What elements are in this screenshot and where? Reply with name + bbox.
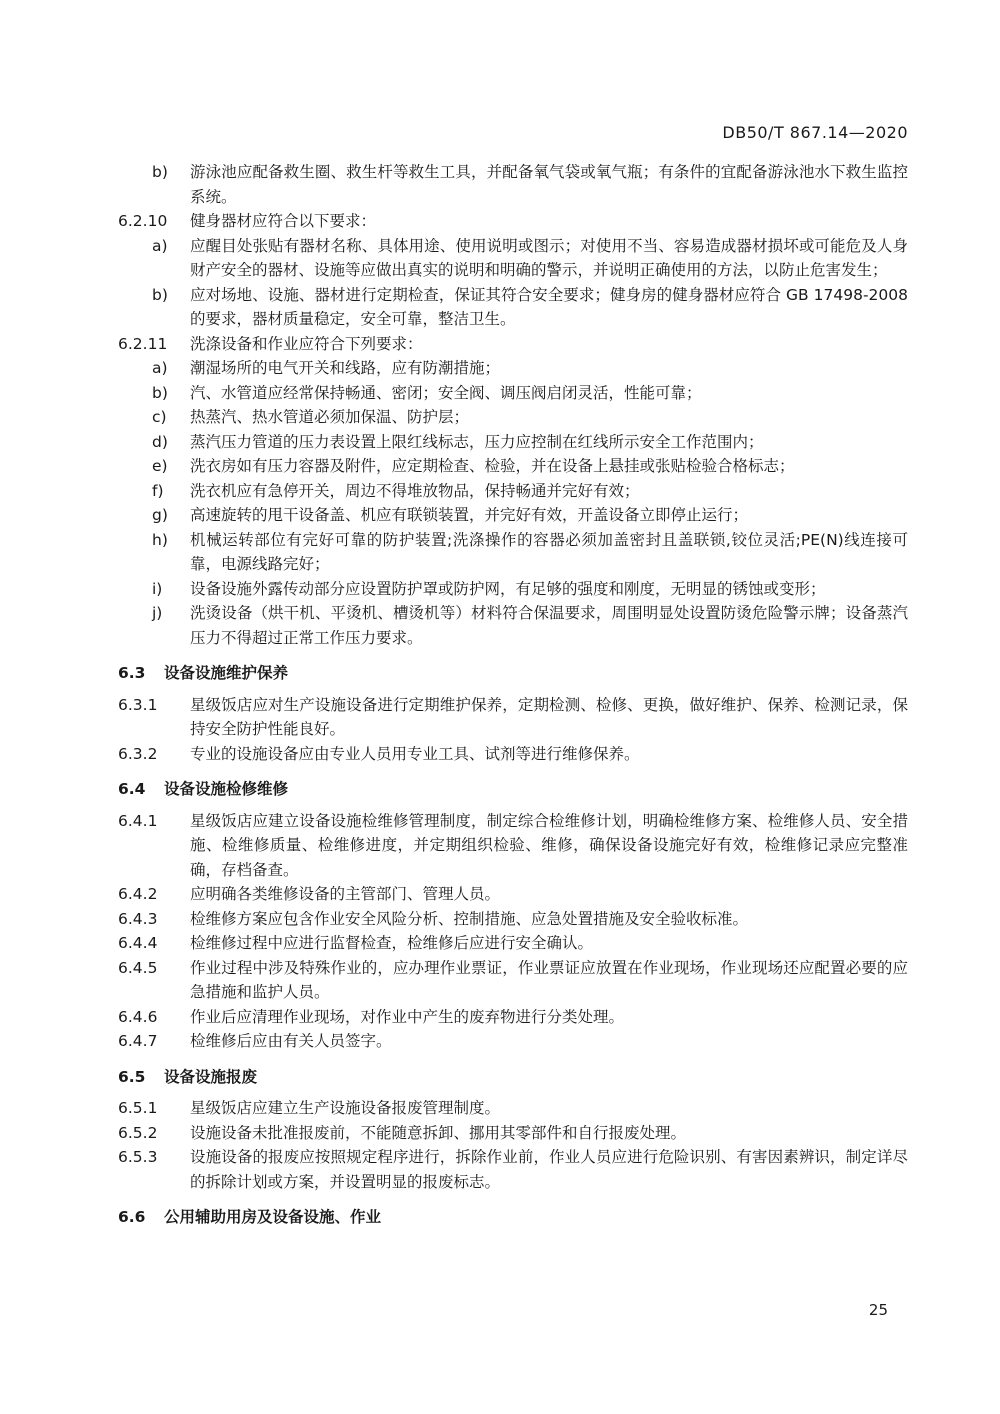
clause [118,1005,908,1030]
clause [118,693,908,742]
list-item-text: 高速旋转的甩干设备盖、机应有联锁装置，并完好有效，开盖设备立即停止运行； [190,506,749,524]
section-heading [118,1065,908,1090]
clause [118,1029,908,1054]
section-title: 设备设施维护保养 [164,664,289,682]
clause [118,907,908,932]
section-number: 6.5 [118,1067,146,1086]
list-item-text: 洗衣房如有压力容器及附件，应定期检查、检验，并在设备上悬挂或张贴检验合格标志； [190,457,795,475]
clause [118,1121,908,1146]
list-item-text: 应醒目处张贴有器材名称、具体用途、使用说明或图示；对使用不当、容易造成器材损坏或可能危及人身财产安全的器材、设施等应做出真实的说明和明确的警示，并说明正确使用的方法，以防止危害发生； [190,236,908,279]
clause-number: 6.4.1 [118,811,158,830]
section-heading [118,1205,908,1230]
section-title: 设备设施报废 [164,1067,258,1086]
clause-text: 应明确各类维修设备的主管部门、管理人员。 [190,885,501,903]
clause [118,1145,908,1194]
list-item-text: 洗衣机应有急停开关，周边不得堆放物品，保持畅通并完好有效； [190,481,640,500]
document-body [118,160,908,1237]
list-item [118,405,908,430]
list-item-text: 设备设施外露传动部分应设置防护罩或防护网，有足够的强度和刚度，无明显的锈蚀或变形； [190,579,826,598]
list-item [118,454,908,479]
list-item [118,577,908,602]
list-item-text: 游泳池应配备救生圈、救生杆等救生工具，并配备氧气袋或氧气瓶；有条件的宜配备游泳池水下救生监控系统。 [190,163,908,206]
clause [118,1096,908,1121]
list-item [118,160,908,209]
list-item-label: j) [152,604,163,622]
clause-text: 星级饭店应建立生产设施设备报废管理制度。 [190,1099,501,1117]
section-heading [118,661,908,686]
clause-text: 检维修方案应包含作业安全风险分析、控制措施、应急处置措施及安全验收标准。 [190,909,749,928]
clause [118,332,908,357]
section-number: 6.6 [118,1208,146,1226]
clause-number: 6.4.6 [118,1007,158,1026]
clause-text: 检维修后应由有关人员签字。 [190,1032,392,1050]
clause-number: 6.2.11 [118,334,168,353]
clause-number: 6.5.3 [118,1148,158,1166]
clause-text: 设施设备的报废应按照规定程序进行，拆除作业前，作业人员应进行危险识别、有害因素辨识，制定详尽的拆除计划或方案，并设置明显的报废标志。 [190,1148,908,1191]
list-item-text: 蒸汽压力管道的压力表设置上限红线标志，压力应控制在红线所示安全工作范围内； [190,432,764,451]
list-item-label: e) [152,457,168,475]
clause-text: 洗涤设备和作业应符合下列要求： [190,334,423,353]
list-item-text: 热蒸汽、热水管道必须加保温、防护层； [190,408,470,426]
clause-text: 设施设备未批准报废前，不能随意拆卸、挪用其零部件和自行报废处理。 [190,1123,687,1142]
clause-number: 6.4.4 [118,934,158,952]
clause-number: 6.2.10 [118,212,168,230]
list-item-label: b) [152,163,168,181]
page-number: 25 [868,1301,888,1319]
list-item [118,234,908,283]
list-item-label: b) [152,285,168,304]
section-title: 设备设施检修维修 [164,780,289,798]
list-item-label: b) [152,383,168,402]
clause-text: 星级饭店应建立设备设施检维修管理制度，制定综合检维修计划，明确检维修方案、检维修人员、安全措施、检维修质量、检维修进度，并定期组织检验、维修，确保设备设施完好有效，检维修记录应完整准确，存档备查。 [190,811,908,879]
list-item-text: 机械运转部位有完好可靠的防护装置;洗涤操作的容器必须加盖密封且盖联锁,铰位灵活;PE(N)线连接可靠，电源线路完好； [190,530,908,573]
list-item-label: i) [152,579,163,598]
list-item [118,528,908,577]
clause-number: 6.4.5 [118,958,158,977]
list-item [118,430,908,455]
clause [118,809,908,883]
clause-text: 检维修过程中应进行监督检查，检维修后应进行安全确认。 [190,934,594,952]
clause-text: 专业的设施设备应由专业人员用专业工具、试剂等进行维修保养。 [190,744,640,763]
clause-text: 健身器材应符合以下要求： [190,212,377,230]
section-title: 公用辅助用房及设备设施、作业 [164,1208,382,1226]
clause-text: 作业后应清理作业现场，对作业中产生的废弃物进行分类处理。 [190,1007,625,1026]
clause [118,882,908,907]
list-item-label: d) [152,432,168,451]
list-item-label: c) [152,408,167,426]
clause [118,931,908,956]
list-item-label: f) [152,481,164,500]
list-item [118,503,908,528]
list-item [118,356,908,381]
list-item-text: 潮湿场所的电气开关和线路，应有防潮措施； [190,359,501,377]
clause-number: 6.4.3 [118,909,158,928]
clause [118,742,908,767]
list-item [118,479,908,504]
clause-text: 星级饭店应对生产设施设备进行定期维护保养，定期检测、检修、更换，做好维护、保养、检测记录，保持安全防护性能良好。 [190,695,908,738]
list-item-text: 汽、水管道应经常保持畅通、密闭；安全阀、调压阀启闭灵活，性能可靠； [190,383,702,402]
clause-text: 作业过程中涉及特殊作业的，应办理作业票证，作业票证应放置在作业现场，作业现场还应配置必要的应急措施和监护人员。 [190,958,908,1001]
section-number: 6.4 [118,780,146,798]
clause-number: 6.3.2 [118,744,158,763]
list-item [118,283,908,332]
clause [118,209,908,234]
list-item [118,601,908,650]
clause-number: 6.4.7 [118,1032,158,1050]
list-item [118,381,908,406]
list-item-label: g) [152,506,168,524]
clause [118,956,908,1005]
list-item-label: a) [152,359,168,377]
clause-number: 6.4.2 [118,885,158,903]
document-id: DB50/T 867.14—2020 [722,123,908,142]
section-heading [118,777,908,802]
list-item-text: 洗烫设备（烘干机、平烫机、槽烫机等）材料符合保温要求，周围明显处设置防烫危险警示牌；设备蒸汽压力不得超过正常工作压力要求。 [190,604,908,647]
clause-number: 6.5.1 [118,1099,158,1117]
list-item-text: 应对场地、设施、器材进行定期检查，保证其符合安全要求；健身房的健身器材应符合 GB 17498-2008 的要求，器材质量稳定，安全可靠，整洁卫生。 [190,285,908,328]
list-item-label: h) [152,530,168,549]
section-number: 6.3 [118,664,146,682]
clause-number: 6.5.2 [118,1123,158,1142]
list-item-label: a) [152,236,168,255]
clause-number: 6.3.1 [118,695,158,714]
